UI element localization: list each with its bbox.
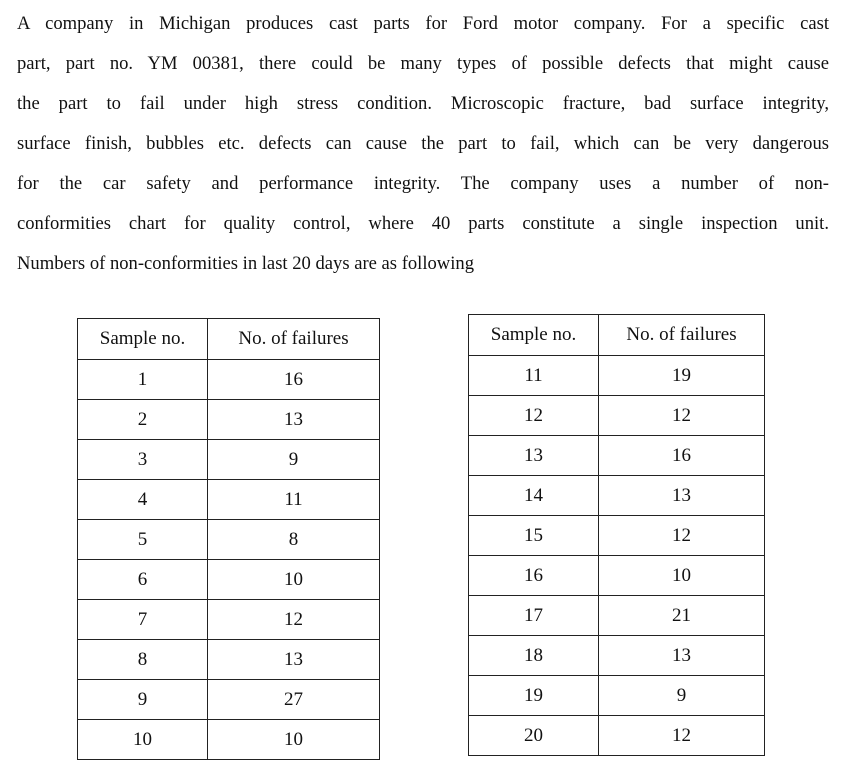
failures-cell: 12 (208, 600, 380, 640)
table-row (78, 400, 380, 440)
sample-no-cell: 4 (78, 480, 208, 520)
failures-cell: 12 (599, 516, 765, 556)
problem-statement (17, 4, 829, 284)
sample-no-cell: 1 (78, 360, 208, 400)
paragraph-line: for the car safety and performance integrity. The company uses a number of non- (17, 173, 829, 194)
table-header-row (469, 315, 765, 356)
paragraph-line: the part to fail under high stress condition. Microscopic fracture, bad surface integrity, (17, 93, 829, 114)
failures-cell: 13 (599, 476, 765, 516)
failures-cell: 21 (599, 596, 765, 636)
table-row (469, 596, 765, 636)
samples-table-11-to-20 (468, 314, 765, 756)
table-row (469, 396, 765, 436)
table-header-row (78, 319, 380, 360)
sample-no-cell: 17 (469, 596, 599, 636)
table-row (78, 640, 380, 680)
failures-cell: 8 (208, 520, 380, 560)
table-row (78, 440, 380, 480)
failures-cell: 10 (599, 556, 765, 596)
sample-no-cell: 16 (469, 556, 599, 596)
sample-no-cell: 2 (78, 400, 208, 440)
table-row (469, 636, 765, 676)
sample-no-cell: 7 (78, 600, 208, 640)
sample-no-cell: 8 (78, 640, 208, 680)
failures-cell: 13 (208, 400, 380, 440)
table-row (469, 556, 765, 596)
table-row (78, 480, 380, 520)
sample-no-header: Sample no. (78, 319, 208, 360)
table-row (469, 676, 765, 716)
table-row (78, 600, 380, 640)
failures-header: No. of failures (599, 315, 765, 356)
failures-cell: 13 (599, 636, 765, 676)
failures-cell: 19 (599, 356, 765, 396)
failures-cell: 12 (599, 716, 765, 756)
paragraph-line: A company in Michigan produces cast parts for Ford motor company. For a specific cast (17, 13, 829, 34)
table-row (469, 476, 765, 516)
table-row (469, 716, 765, 756)
failures-cell: 13 (208, 640, 380, 680)
failures-cell: 16 (208, 360, 380, 400)
sample-no-cell: 5 (78, 520, 208, 560)
table-row (78, 720, 380, 760)
failures-cell: 9 (208, 440, 380, 480)
table-row (469, 516, 765, 556)
failures-cell: 11 (208, 480, 380, 520)
samples-table-1-to-10 (77, 318, 380, 760)
sample-no-cell: 9 (78, 680, 208, 720)
paragraph-line: surface finish, bubbles etc. defects can cause the part to fail, which can be very dangerous (17, 133, 829, 154)
sample-no-cell: 18 (469, 636, 599, 676)
table-row (78, 520, 380, 560)
table-row (78, 680, 380, 720)
failures-cell: 12 (599, 396, 765, 436)
failures-cell: 10 (208, 720, 380, 760)
table-row (469, 356, 765, 396)
table-row (78, 360, 380, 400)
sample-no-cell: 6 (78, 560, 208, 600)
failures-header: No. of failures (208, 319, 380, 360)
sample-no-cell: 14 (469, 476, 599, 516)
failures-cell: 16 (599, 436, 765, 476)
table-row (469, 436, 765, 476)
sample-no-cell: 15 (469, 516, 599, 556)
failures-cell: 10 (208, 560, 380, 600)
sample-no-cell: 12 (469, 396, 599, 436)
sample-no-cell: 20 (469, 716, 599, 756)
sample-no-cell: 11 (469, 356, 599, 396)
paragraph-line: part, part no. YM 00381, there could be many types of possible defects that might cause (17, 53, 829, 74)
failures-cell: 9 (599, 676, 765, 716)
paragraph-line: Numbers of non-conformities in last 20 days are as following (17, 253, 474, 274)
failures-cell: 27 (208, 680, 380, 720)
paragraph-line: conformities chart for quality control, where 40 parts constitute a single inspection unit. (17, 213, 829, 234)
sample-no-cell: 3 (78, 440, 208, 480)
table-row (78, 560, 380, 600)
sample-no-cell: 13 (469, 436, 599, 476)
sample-no-cell: 19 (469, 676, 599, 716)
sample-no-cell: 10 (78, 720, 208, 760)
sample-no-header: Sample no. (469, 315, 599, 356)
